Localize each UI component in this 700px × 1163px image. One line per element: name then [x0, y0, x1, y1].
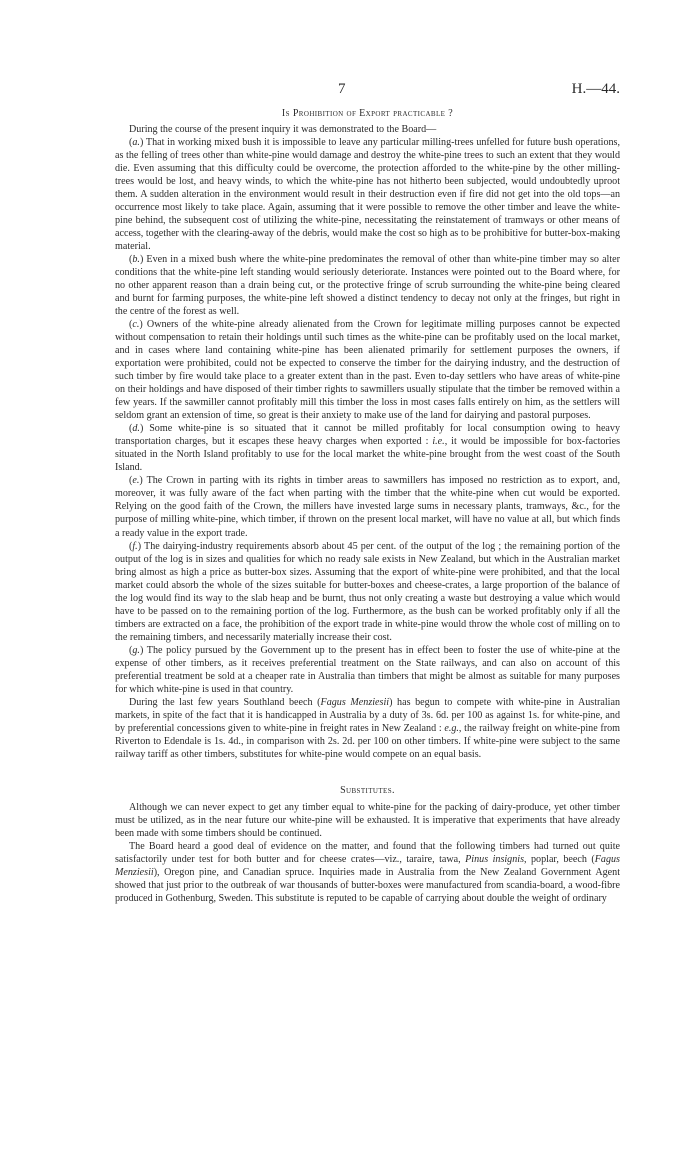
paragraph: During the course of the present inquiry it was demonstrated to the Board— — [129, 124, 437, 136]
italic-text: a. — [132, 137, 140, 149]
paragraph: (e.) The Crown in parting with its rights in timber areas to sawmillers has imposed no restriction as to export, and, moreover, it was fully aware of the fact when parting with the timber that the white-pine when cut would be exported. Relying on the good faith of the Crown, the millers have invested large sums in necessary plants, tramways, &c., for the purpose of milling white-pine, which timber, if thrown on the present local market, will have no value at all, but which finds a ready value in the export trade. — [115, 475, 620, 539]
paragraph: During the last few years Southland beech (Fagus Menziesii) has begun to compete with white-pine in Australian markets, in spite of the fact that it is handicapped in Australia by a duty of 3s. 6d. per 100 as against 1s. for white-pine, and by preferential concessions given to white-pine in freight rates in New Zealand : e.g., the railway freight on white-pine from Riverton to Edendale is 1s. 4d., in comparison with 2s. 2d. per 100 on other timbers. If white-pine were subject to the same railway tariff as other timbers, substitutes for white-pine would compete on an equal basis. — [115, 696, 620, 760]
paragraph: (d.) Some white-pine is so situated that it cannot be milled profitably for local consumption owing to heavy transportation charges, but it escapes these heavy charges when exported : i.e., it would be impossible for box-factories situated in the North Island profitably to use for the local market the white-pine brought from the west coast of the South Island. — [115, 423, 620, 474]
section-body-prohibition — [115, 123, 620, 761]
document-reference: H.—44. — [571, 81, 620, 97]
italic-text: b. — [132, 254, 140, 266]
paragraph: (g.) The policy pursued by the Government up to the present has in effect been to foster the use of white-pine at the expense of other timbers, as it receives preferential treatment on the State railways, and can also on account of this preferential treatment be sold at a cheaper rate in Australia than timbers that might be almost as suitable for many purposes for which white-pine is used in that country. — [115, 644, 620, 695]
paragraph: The Board heard a good deal of evidence on the matter, and found that the following timbers had turned out quite satisfactorily under test for both butter and for cheese crates—viz., taraire, tawa, Pinus insignis, poplar, beech (Fagus Menziesii), Oregon pine, and Canadian spruce. Inquiries made in Australia from the New Zealand Government Agent showed that just prior to the outbreak of war thousands of butter-boxes were manufactured from scandia-board, a wood-fibre produced in Gothenburg, Sweden. This substitute is reputed to be capable of carrying about double the weight of ordinary — [115, 840, 620, 904]
paragraph: Although we can never expect to get any timber equal to white-pine for the packing of dairy-produce, yet other timber must be utilized, as in the near future our white-pine will be exhausted. It is imperative that experiments that have already been made with some timbers should be continued. — [115, 801, 620, 839]
paragraph: (b.) Even in a mixed bush where the white-pine predominates the removal of other than white-pine timber may so alter conditions that the white-pine left standing would seriously deteriorate. Instances were pointed out to the Board where, for no other apparent reason than a drain being cut, or the protective fringe of scrub surrounding the white-pine being cleared and burnt for farming purposes, the white-pine left showed a distinct tendency to decay not only at the fringes, but right in the centre of the forest as well. — [115, 254, 620, 318]
italic-text: g. — [132, 644, 140, 656]
section-heading-substitutes: Substitutes. — [340, 784, 395, 796]
section-body-substitutes — [115, 801, 620, 905]
italic-text: f. — [132, 540, 138, 552]
paragraph: (c.) Owners of the white-pine already alienated from the Crown for legitimate milling purposes cannot be expected without compensation to retain their holdings until such times as the white-pine can be profitably used on the local market, and in cases where land containing white-pine has been alienated primarily for settlement purposes the owners, if exportation were prohibited, could not be expected to conserve the timber for the dairying industry, and the destruction of such timber by fire would take place to a greater extent than in the past. Even to-day settlers who have areas of white-pine on their holdings and have disposed of their timber rights to sawmillers usually stipulate that the timber be removed within a few years. If the sawmiller cannot profitably mill this timber the loss in most cases falls entirely on him, as the settlers will seldom grant an extension of time, so great is their anxiety to make use of the land for dairying and pastoral purposes. — [115, 319, 620, 422]
page-number: 7 — [338, 81, 346, 97]
italic-text: Fagus Menziesii — [320, 696, 390, 708]
page-header — [115, 80, 620, 106]
italic-text: i.e. — [432, 436, 445, 448]
italic-text: e. — [132, 475, 140, 487]
italic-text: e.g. — [444, 722, 459, 734]
italic-text: Pinus insignis — [465, 853, 525, 865]
document-page — [115, 80, 620, 905]
paragraph: (f.) The dairying-industry requirements absorb about 45 per cent. of the output of the log ; the remaining portion of the output of the log is in sizes and qualities for which no ready sale exists in New Zealand, but which in the Australian market bring almost as high a price as butter-box sizes. Assuming that the export of white-pine were prohibited, and that the local market could absorb the whole of the sizes suitable for butter-boxes and cheese-crates, a large proportion of the balance of the log would find its way to the slab heap and be burnt, thus not only creating a waste but destroying a value which would have to be passed on to the remaining portion of the log. Furthermore, as the bush can be worked profitably only if all the timbers are extracted on a face, the prohibition of the export trade in white-pine would throw the whole cost of milling on to the remaining timbers, and necessarily materially increase their cost. — [115, 540, 620, 643]
section-heading-prohibition: Is Prohibition of Export practicable ? — [281, 108, 454, 119]
italic-text: c. — [132, 319, 140, 331]
italic-text: d. — [132, 423, 140, 435]
italic-text: Fagus Menziesii — [115, 853, 620, 878]
paragraph: (a.) That in working mixed bush it is impossible to leave any particular milling-trees unfelled for future bush operations, as the felling of trees other than white-pine would damage and destroy the white-pine trees to such an extent that they would die. Even assuming that this difficulty could be overcome, the protection afforded to the white-pine by the other milling-trees would be lost, and heavy winds, to which the white-pine has not hitherto been subjected, would undoubtedly uproot them. A sudden alteration in the environment would result in their destruction even if fire did not get into the old tops—an occurrence most likely to take place. Again, assuming that it were possible to remove the other timber and leave the white-pine behind, the subsequent cost of utilizing the white-pine, necessitating the reinstatement of tramways or other means of access, together with the clearing-away of the debris, would make the cost so high as to be prohibitive for butter-box-making material. — [115, 137, 620, 253]
